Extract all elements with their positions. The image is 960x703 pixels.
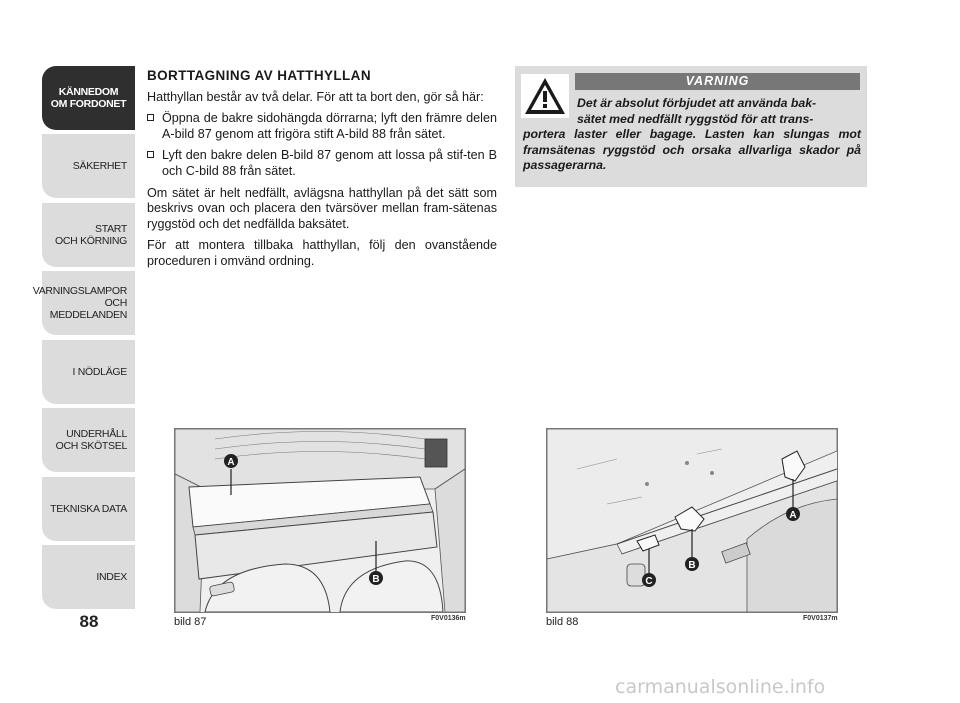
checkbox-bullet-icon — [147, 114, 154, 121]
section-heading: BORTTAGNING AV HATTHYLLAN — [147, 68, 371, 83]
callout-a: A — [227, 457, 235, 468]
tab-index[interactable]: INDEX — [42, 545, 135, 609]
paragraph-2: Om sätet är helt nedfällt, avlägsna hatthyllan på det sätt som beskrivs ovan och placera den tvärsöver mellan fram-sätenas ryggstöd och det nedfällda baksätet. — [147, 185, 497, 231]
callout-b: B — [688, 560, 696, 571]
tab-nodlage[interactable]: I NÖDLÄGE — [42, 340, 135, 404]
seat-pins-illustration — [547, 429, 837, 612]
callout-b: B — [372, 574, 380, 585]
tab-underhall[interactable]: UNDERHÅLL OCH SKÖTSEL — [42, 408, 135, 472]
watermark: carmanualsonline.info — [615, 676, 826, 698]
figure-88 — [546, 428, 838, 613]
intro-paragraph: Hatthyllan består av två delar. För att ta bort den, gör så här: — [147, 89, 484, 104]
tab-start[interactable]: START OCH KÖRNING — [42, 203, 135, 267]
callout-a: A — [789, 510, 797, 521]
bullet-item: Lyft den bakre delen B-bild 87 genom att lossa på stif-ten B och C-bild 88 från sätet. — [147, 148, 497, 179]
page-number: 88 — [79, 612, 99, 631]
tab-tekniska-data[interactable]: TEKNISKA DATA — [42, 477, 135, 541]
tab-varningslampor[interactable]: VARNINGSLAMPOR OCH MEDDELANDEN — [42, 271, 135, 335]
warning-box — [515, 66, 867, 187]
figure-87-code: F0V0136m — [431, 615, 466, 622]
checkbox-bullet-icon — [147, 151, 154, 158]
figure-87 — [174, 428, 466, 613]
tab-kannedom[interactable]: KÄNNEDOM OM FORDONET — [42, 66, 135, 130]
tab-sakerhet[interactable]: SÄKERHET — [42, 134, 135, 198]
warning-title: VARNING — [575, 73, 860, 90]
figure-88-caption: bild 88 — [546, 616, 579, 628]
bullet-item: Öppna de bakre sidohängda dörrarna; lyft den främre delen A-bild 87 genom att frigöra stift A-bild 88 från sätet. — [147, 111, 497, 142]
paragraph-3: För att montera tillbaka hatthyllan, följ den ovanstående proceduren i omvänd ordning. — [147, 238, 497, 268]
callout-c: C — [645, 576, 653, 587]
main-text — [147, 68, 497, 276]
hat-shelf-illustration — [175, 429, 465, 612]
figure-87-caption: bild 87 — [174, 616, 207, 628]
figure-88-code: F0V0137m — [803, 615, 838, 622]
warning-text: Det är absolut förbjudet att använda bak- sätet med nedfällt ryggstöd för att trans- portera laster eller bagage. Lasten kan slungas mot framsätenas ryggstöd och orsaka allvarliga skador på passagerarna. — [523, 96, 861, 173]
